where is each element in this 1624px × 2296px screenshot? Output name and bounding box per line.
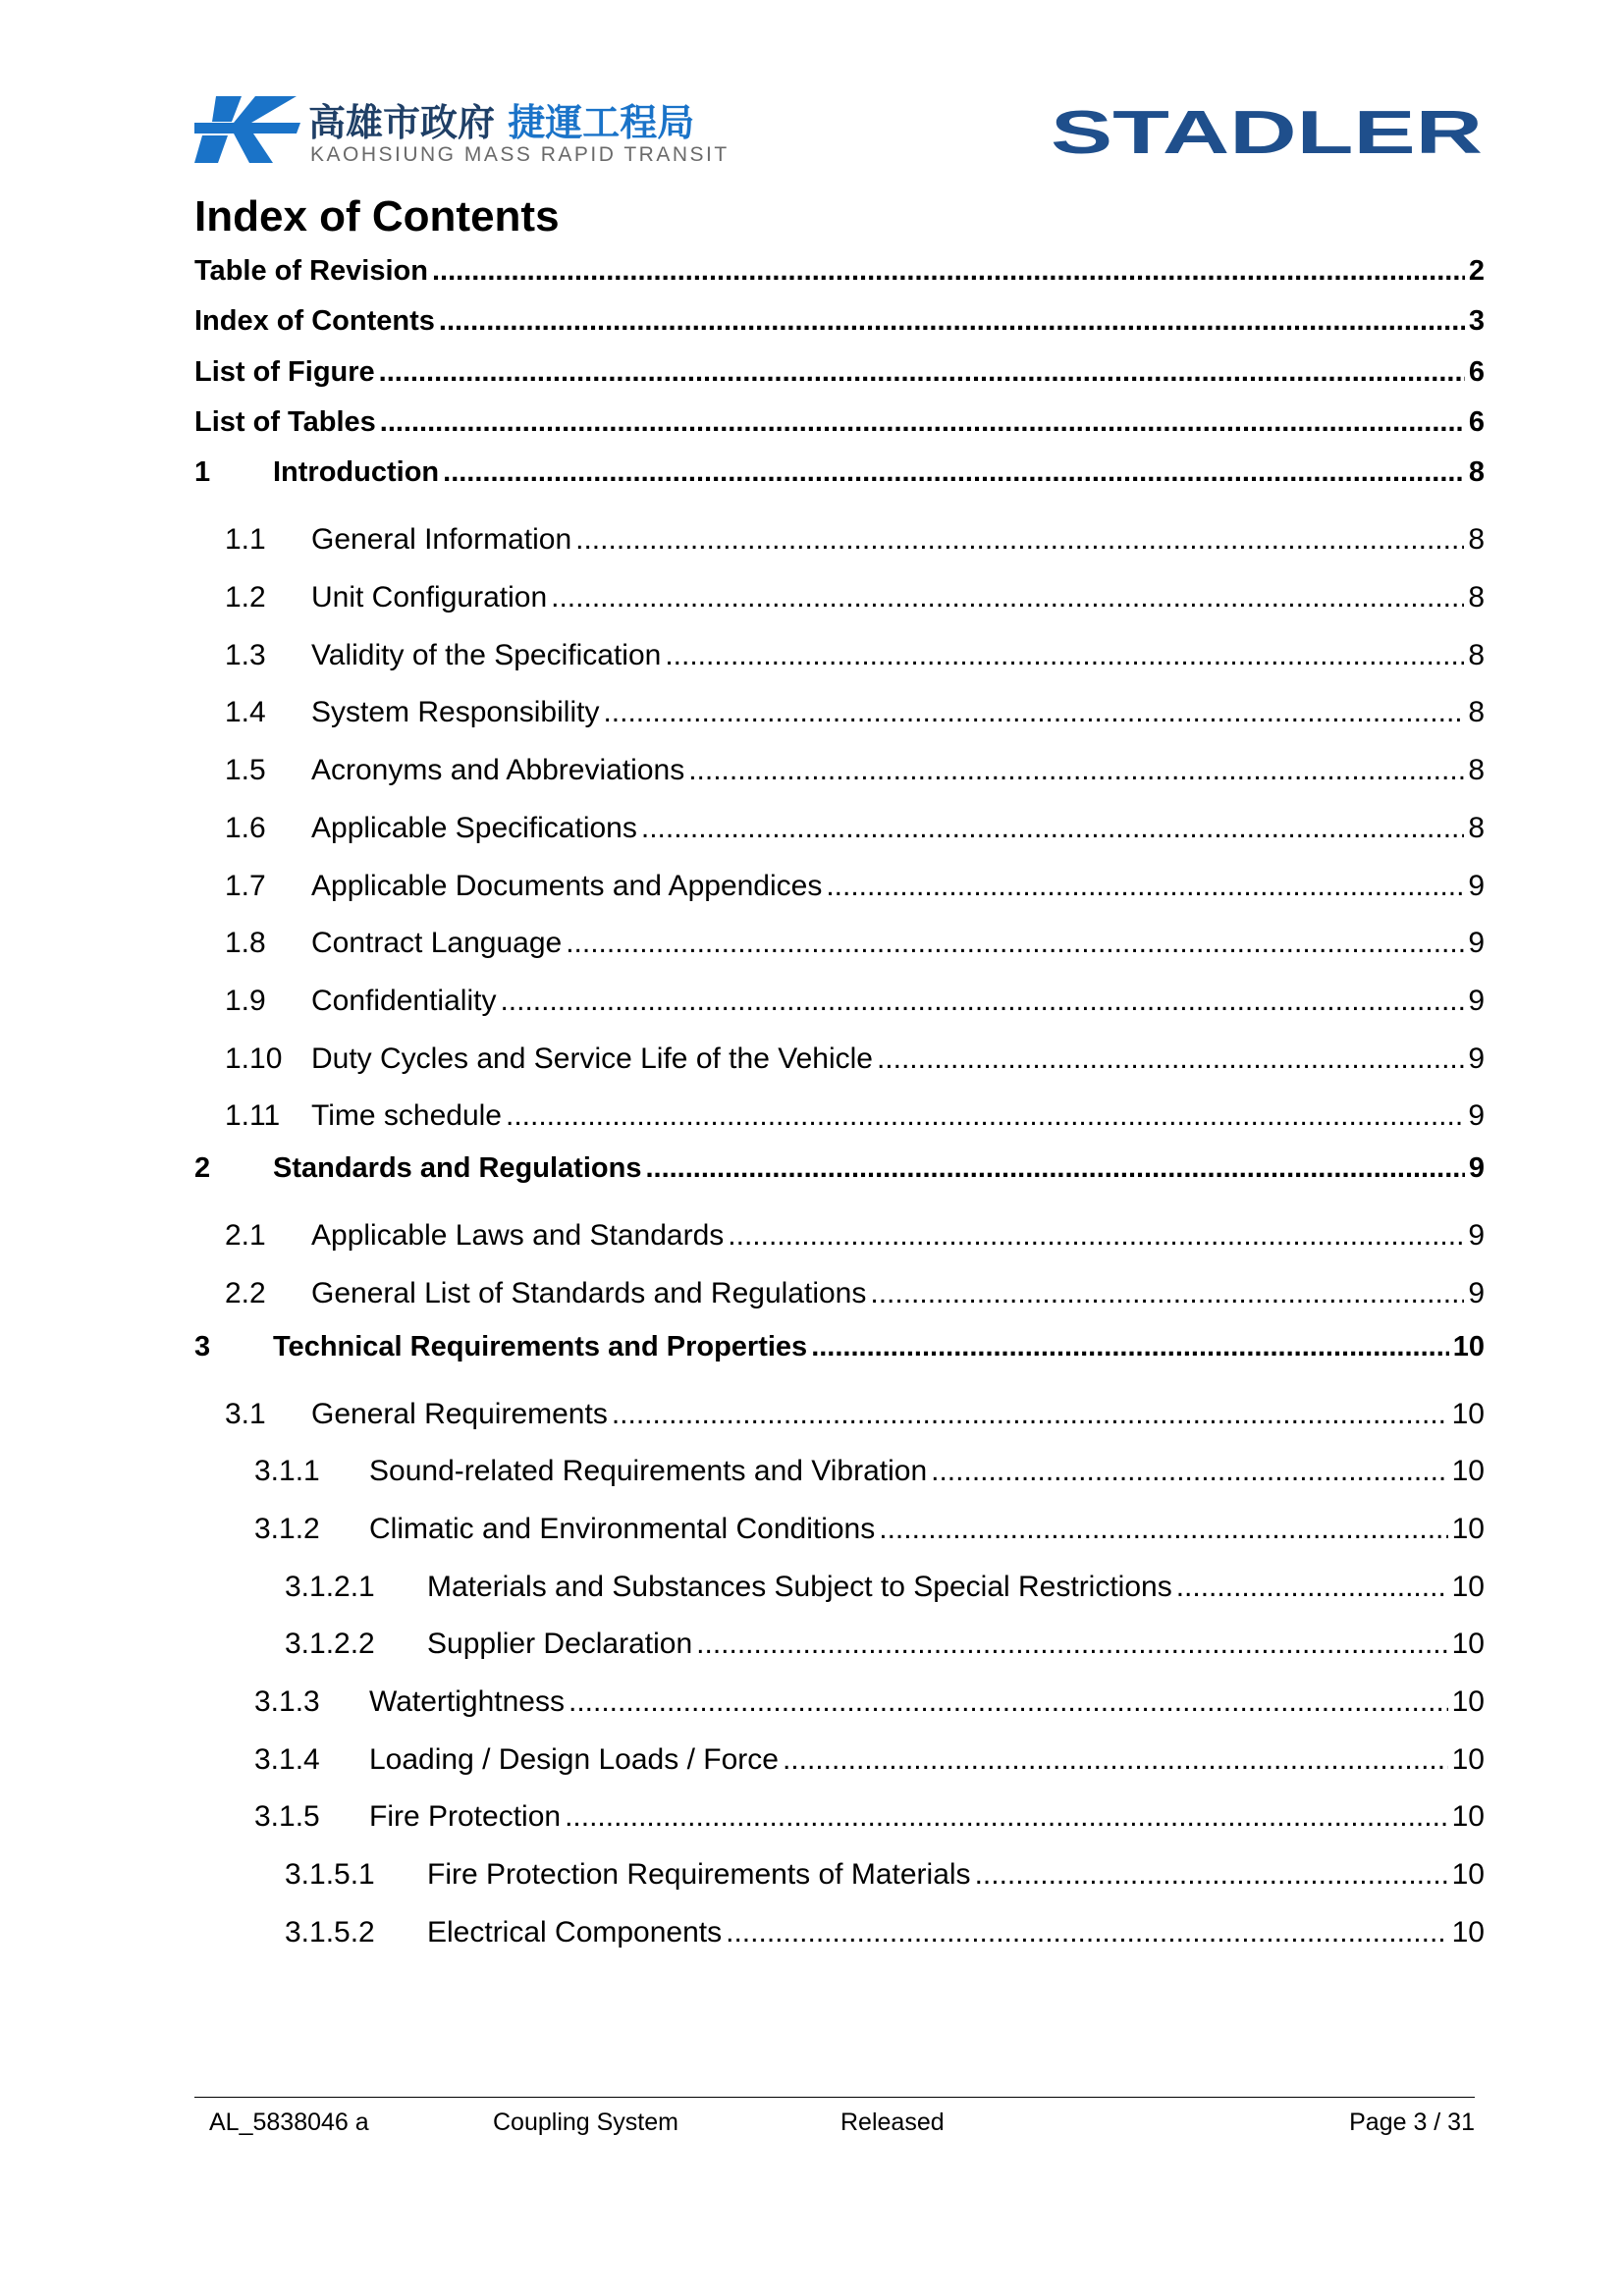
toc-entry[interactable]: [194, 1800, 1485, 1840]
toc-entry-page: 8: [1468, 523, 1485, 556]
toc-entry-page: 8: [1468, 456, 1485, 488]
kmrt-chinese-part1: 高雄市政府: [308, 101, 496, 144]
toc-entry-title: Applicable Documents and Appendices: [311, 870, 823, 902]
toc-entry-number: 3.1.5.2: [285, 1916, 375, 1949]
toc-entry[interactable]: [194, 255, 1485, 294]
toc-entry-page: 8: [1468, 812, 1485, 844]
toc-entry-title: Applicable Laws and Standards: [311, 1219, 725, 1252]
toc-entry-title: Index of Contents: [194, 305, 435, 337]
toc-entry[interactable]: [194, 1743, 1485, 1783]
toc-entry-title: Sound-related Requirements and Vibration: [369, 1455, 928, 1487]
toc-entry-page: 8: [1468, 696, 1485, 728]
toc-entry-title: Contract Language: [311, 927, 563, 959]
toc-entry-number: 1.7: [225, 870, 266, 902]
kmrt-chinese-name: [308, 92, 694, 146]
toc-dot-leader: [551, 581, 1464, 614]
toc-entry-number: 3.1.2.2: [285, 1628, 375, 1660]
footer-page-number: Page 3 / 31: [1349, 2109, 1475, 2136]
toc-dot-leader: [575, 523, 1464, 557]
footer-status: Released: [840, 2109, 945, 2136]
toc-entry-page: 10: [1451, 1571, 1485, 1603]
toc-entry-page: 9: [1468, 1099, 1485, 1132]
toc-entry-number: 3.1.3: [254, 1685, 320, 1718]
toc-entry-title: Duty Cycles and Service Life of the Vehicle: [311, 1042, 873, 1075]
toc-entry-page: 8: [1468, 639, 1485, 671]
kmrt-logo: [194, 90, 730, 169]
toc-entry-title: Fire Protection: [369, 1800, 562, 1833]
toc-entry-page: 10: [1451, 1800, 1485, 1833]
toc-entry-number: 3.1.5.1: [285, 1858, 375, 1891]
footer-divider: [194, 2097, 1475, 2098]
toc-entry[interactable]: [194, 1331, 1485, 1370]
toc-entry-page: 10: [1451, 1398, 1485, 1430]
toc-entry[interactable]: [194, 1571, 1485, 1610]
toc-entry-title: Confidentiality: [311, 985, 497, 1017]
toc-entry-number: 1.9: [225, 985, 266, 1017]
toc-dot-leader: [645, 1152, 1464, 1185]
toc-dot-leader: [379, 356, 1465, 389]
page-header: [0, 0, 1624, 187]
toc-entry-title: Unit Configuration: [311, 581, 548, 614]
page-title: Index of Contents: [194, 192, 560, 240]
toc-dot-leader: [565, 1800, 1448, 1834]
toc-dot-leader: [696, 1628, 1447, 1661]
toc-entry-number: 1.10: [225, 1042, 283, 1075]
kmrt-chinese-part2: 捷運工程局: [508, 101, 695, 144]
toc-entry[interactable]: [194, 1277, 1485, 1316]
toc-entry[interactable]: [194, 1916, 1485, 1955]
toc-dot-leader: [641, 812, 1464, 845]
toc-entry-title: List of Figure: [194, 356, 375, 388]
toc-dot-leader: [870, 1277, 1464, 1310]
toc-entry-number: 3.1.1: [254, 1455, 320, 1487]
toc-entry-title: System Responsibility: [311, 696, 600, 728]
toc-entry[interactable]: [194, 812, 1485, 851]
toc-entry-title: Standards and Regulations: [273, 1152, 642, 1184]
toc-entry-number: 1.2: [225, 581, 266, 614]
toc-dot-leader: [665, 639, 1464, 672]
toc-entry-number: 3.1.2: [254, 1513, 320, 1545]
toc-entry[interactable]: [194, 927, 1485, 966]
toc-entry[interactable]: [194, 1858, 1485, 1897]
toc-dot-leader: [726, 1916, 1447, 1949]
toc-entry[interactable]: [194, 985, 1485, 1024]
toc-entry-number: 2: [194, 1152, 211, 1184]
toc-entry-page: 6: [1468, 406, 1485, 438]
toc-dot-leader: [603, 696, 1464, 729]
toc-entry-page: 10: [1451, 1916, 1485, 1949]
toc-entry[interactable]: [194, 1219, 1485, 1258]
toc-dot-leader: [439, 305, 1465, 338]
toc-entry-title: Acronyms and Abbreviations: [311, 754, 685, 786]
toc-entry-page: 10: [1451, 1743, 1485, 1776]
kmrt-english-name: KAOHSIUNG MASS RAPID TRANSIT: [310, 143, 730, 166]
toc-dot-leader: [568, 1685, 1448, 1719]
toc-entry-number: 3.1.5: [254, 1800, 320, 1833]
footer-doc-number: AL_5838046 a: [209, 2109, 369, 2136]
toc-entry-page: 10: [1451, 1858, 1485, 1891]
toc-entry[interactable]: [194, 754, 1485, 793]
toc-entry-page: 10: [1451, 1628, 1485, 1660]
toc-dot-leader: [877, 1042, 1464, 1076]
toc-entry-page: 9: [1468, 1277, 1485, 1309]
toc-entry-title: Introduction: [273, 456, 440, 488]
toc-dot-leader: [506, 1099, 1464, 1133]
toc-dot-leader: [783, 1743, 1448, 1777]
toc-entry-title: Applicable Specifications: [311, 812, 637, 844]
toc-entry[interactable]: [194, 406, 1485, 446]
toc-entry-page: 10: [1452, 1331, 1485, 1362]
kmrt-k-logo-icon: [194, 96, 300, 163]
toc-entry[interactable]: [194, 870, 1485, 909]
toc-entry-title: Supplier Declaration: [427, 1628, 693, 1660]
toc-entry-title: Loading / Design Loads / Force: [369, 1743, 779, 1776]
toc-entry[interactable]: [194, 356, 1485, 396]
toc-entry-page: 2: [1468, 255, 1485, 287]
toc-entry-title: List of Tables: [194, 406, 376, 438]
toc-dot-leader: [443, 456, 1465, 489]
toc-entry-title: Technical Requirements and Properties: [273, 1331, 808, 1362]
toc-entry-title: Time schedule: [311, 1099, 502, 1132]
toc-entry[interactable]: [194, 639, 1485, 678]
toc-entry[interactable]: [194, 1455, 1485, 1494]
toc-entry[interactable]: [194, 456, 1485, 496]
toc-entry-number: 1.1: [225, 523, 266, 556]
toc-entry-title: Climatic and Environmental Conditions: [369, 1513, 876, 1545]
toc-entry[interactable]: [194, 1628, 1485, 1667]
toc-entry-page: 6: [1468, 356, 1485, 388]
toc-entry-number: 3.1.2.1: [285, 1571, 375, 1603]
toc-dot-leader: [1176, 1571, 1448, 1604]
toc-entry-page: 10: [1451, 1455, 1485, 1487]
toc-dot-leader: [500, 985, 1464, 1018]
toc-entry-page: 9: [1468, 1219, 1485, 1252]
toc-dot-leader: [931, 1455, 1447, 1488]
toc-entry[interactable]: [194, 696, 1485, 735]
toc-dot-leader: [811, 1331, 1449, 1363]
toc-entry-number: 1.11: [225, 1099, 281, 1132]
toc-entry-title: General Requirements: [311, 1398, 608, 1430]
toc-entry[interactable]: [194, 581, 1485, 620]
toc-dot-leader: [566, 927, 1464, 960]
toc-dot-leader: [975, 1858, 1448, 1892]
toc-entry[interactable]: [194, 1099, 1485, 1139]
toc-entry-number: 1.5: [225, 754, 266, 786]
toc-entry-page: 9: [1468, 985, 1485, 1017]
toc-dot-leader: [879, 1513, 1447, 1546]
toc-entry-number: 1.8: [225, 927, 266, 959]
toc-dot-leader: [688, 754, 1464, 787]
toc-entry-page: 3: [1468, 305, 1485, 337]
toc-entry[interactable]: [194, 305, 1485, 345]
toc-entry[interactable]: [194, 1152, 1485, 1192]
toc-dot-leader: [728, 1219, 1464, 1253]
toc-entry-number: 3.1.4: [254, 1743, 320, 1776]
toc-entry[interactable]: [194, 523, 1485, 562]
toc-entry-page: 8: [1468, 581, 1485, 614]
toc-entry[interactable]: [194, 1042, 1485, 1082]
toc-entry-page: 10: [1451, 1685, 1485, 1718]
toc-entry-title: General List of Standards and Regulations: [311, 1277, 867, 1309]
toc-entry-page: 9: [1468, 927, 1485, 959]
toc-dot-leader: [826, 870, 1464, 903]
toc-dot-leader: [380, 406, 1465, 439]
toc-entry-page: 8: [1468, 754, 1485, 786]
footer-system-name: Coupling System: [493, 2109, 678, 2136]
stadler-logo: [1051, 102, 1483, 161]
toc-entry-title: Validity of the Specification: [311, 639, 662, 671]
toc-entry-number: 1.3: [225, 639, 266, 671]
toc-entry-number: 3.1: [225, 1398, 266, 1430]
toc-entry-title: Materials and Substances Subject to Special Restrictions: [427, 1571, 1172, 1603]
toc-entry-title: General Information: [311, 523, 572, 556]
toc-entry-page: 9: [1468, 870, 1485, 902]
toc-entry-title: Fire Protection Requirements of Materials: [427, 1858, 971, 1891]
toc-entry-title: Watertightness: [369, 1685, 565, 1718]
toc-entry-page: 9: [1468, 1042, 1485, 1075]
toc-entry-number: 1.4: [225, 696, 266, 728]
toc-entry-page: 9: [1468, 1152, 1485, 1184]
toc-entry-number: 1: [194, 456, 211, 488]
toc-entry[interactable]: [194, 1685, 1485, 1725]
toc-entry-title: Electrical Components: [427, 1916, 723, 1949]
toc-entry-number: 1.6: [225, 812, 266, 844]
toc-entry-number: 3: [194, 1331, 211, 1362]
toc-entry-number: 2.1: [225, 1219, 266, 1252]
toc-dot-leader: [612, 1398, 1448, 1431]
toc-dot-leader: [432, 255, 1465, 288]
toc-entry-number: 2.2: [225, 1277, 266, 1309]
toc-entry[interactable]: [194, 1398, 1485, 1437]
toc-entry-page: 10: [1451, 1513, 1485, 1545]
stadler-logo-text: STADLER: [1051, 102, 1483, 161]
toc-entry-title: Table of Revision: [194, 255, 428, 287]
toc-entry[interactable]: [194, 1513, 1485, 1552]
